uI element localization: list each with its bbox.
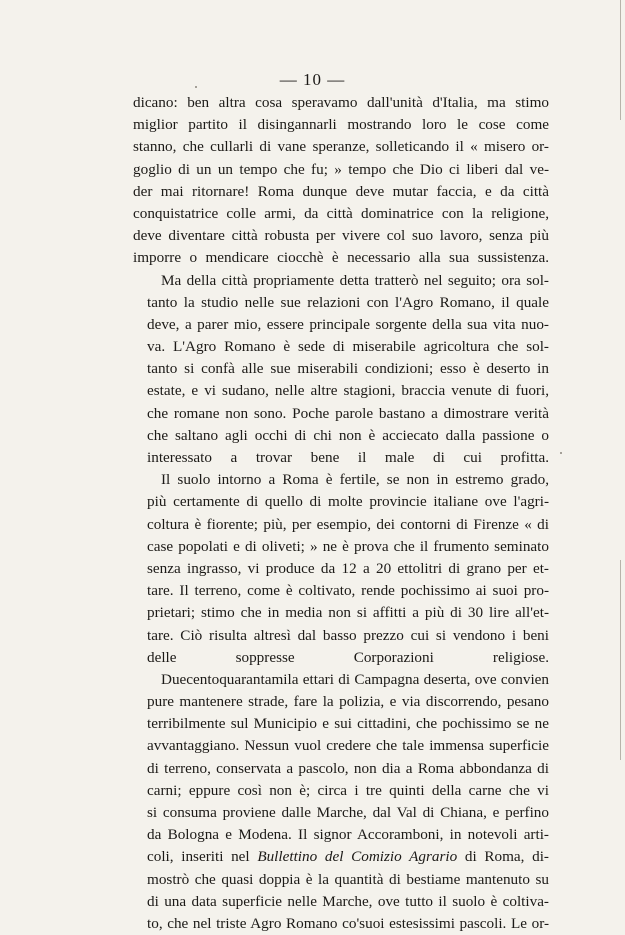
- scan-edge-shadow-bottom: [620, 560, 621, 760]
- text-line: che romane non sono. Poche parole bastano a dimostrare verità: [147, 404, 549, 422]
- text-line: avvantaggiano. Nessun vuol credere che tale immensa superficie: [147, 737, 549, 755]
- text-line: mostrò che quasi doppia è la quantità di bestiame mantenuto su: [147, 870, 549, 888]
- text-line: terribilmente sul Municipio e sui cittadini, che pochissimo se ne: [147, 715, 549, 733]
- text-line: va. L'Agro Romano è sede di miserabile agricoltura che sol-: [147, 338, 549, 356]
- text-line: imporre o mendicare ciocchè è necessario alla sua sussistenza.: [133, 249, 549, 267]
- text-line: tanto la studio nelle sue relazioni con l'Agro Romano, il quale: [147, 293, 549, 311]
- page-number: — 10 —: [279, 70, 346, 89]
- text-line: coltura è fiorente; più, per esempio, dei contorni di Firenze « di: [147, 515, 549, 533]
- text-line: der mai ritornare! Roma dunque deve mutar faccia, e da città: [133, 182, 549, 200]
- text-line: tare. Ciò risulta altresì dal basso prezzo cui si vendono i beni: [147, 626, 549, 644]
- paragraph: [133, 92, 549, 270]
- text-line: di terreno, conservata a pascolo, non dia a Roma abbondanza di: [147, 759, 549, 777]
- text-line: miglior partito il disingannarli mostrando loro le cose come: [133, 116, 549, 134]
- text-line: Ma della città propriamente detta tratterò nel seguito; ora sol-: [161, 271, 549, 289]
- text-line: interessato a trovar bene il male di cui profitta.: [147, 449, 549, 466]
- text-line: si consuma proviene dalle Marche, dal Val di Chiana, e perfino: [147, 804, 549, 821]
- text-line: carni; eppure così non è; circa i tre quinti della carne che vi: [147, 781, 549, 799]
- text-line: delle soppresse Corporazioni religiose.: [147, 648, 549, 666]
- text-line: tare. Il terreno, come è coltivato, rende pochissimo ai suoi pro-: [147, 582, 549, 600]
- text-line: di una data superficie nelle Marche, ove tutto il suolo è coltiva-: [147, 892, 549, 910]
- text-line: estate, e vi sudano, nelle altre stagioni, braccia venute di fuori,: [147, 382, 549, 400]
- text-line: dicano: ben altra cosa speravamo dall'unità d'Italia, ma stimo: [133, 94, 549, 111]
- text-line: deve, a parer mio, essere principale sorgente della sua vita nuo-: [147, 315, 549, 333]
- scan-edge-shadow-top: [620, 0, 621, 120]
- paragraph: [133, 669, 549, 935]
- journal-title: Bullettino del Comizio Agrario: [257, 848, 458, 866]
- text-line: Duecentoquarantamila ettari di Campagna deserta, ove convien: [161, 670, 549, 688]
- text-line: conquistatrice colle armi, da città dominatrice con la religione,: [133, 204, 549, 222]
- paragraph: [133, 469, 549, 669]
- text-line: Il suolo intorno a Roma è fertile, se non in estremo grado,: [161, 471, 549, 489]
- text-line: coli, inseriti nel Bullettino del Comizio Agrario di Roma, di-: [147, 848, 549, 866]
- text-line: stanno, che cullarli di vane speranze, solleticando il « misero or-: [133, 138, 549, 156]
- text-line: da Bologna e Modena. Il signor Accoramboni, in notevoli arti-: [147, 826, 549, 844]
- text-line: pure mantenere strade, fare la polizia, e via discorrendo, pesano: [147, 693, 549, 711]
- text-line: case popolati e di oliveti; » ne è prova che il frumento seminato: [147, 537, 549, 555]
- text-line: più certamente di quello di molte provincie italiane ove l'agri-: [147, 493, 549, 511]
- text-line: deve diventare città robusta per vivere col suo lavoro, senza più: [133, 227, 549, 245]
- text-line: tanto si confà alle sue miserabili condizioni; esso è deserto in: [147, 360, 549, 378]
- scan-speck: [560, 452, 562, 454]
- body-text: [133, 92, 549, 935]
- text-line: goglio di un un tempo che fu; » tempo che Dio ci liberi dal ve-: [133, 160, 549, 178]
- text-line: che saltano agli occhi di chi non è acciecato dalla passione o: [147, 426, 549, 444]
- text-line: senza ingrasso, vi produce da 12 a 20 ettolitri di grano per et-: [147, 559, 549, 577]
- text-line: prietari; stimo che in media non si affitti a più di 30 lire all'et-: [147, 604, 549, 622]
- text-line: to, che nel triste Agro Romano co'suoi estesissimi pascoli. Le or-: [147, 914, 549, 932]
- paragraph: [133, 270, 549, 470]
